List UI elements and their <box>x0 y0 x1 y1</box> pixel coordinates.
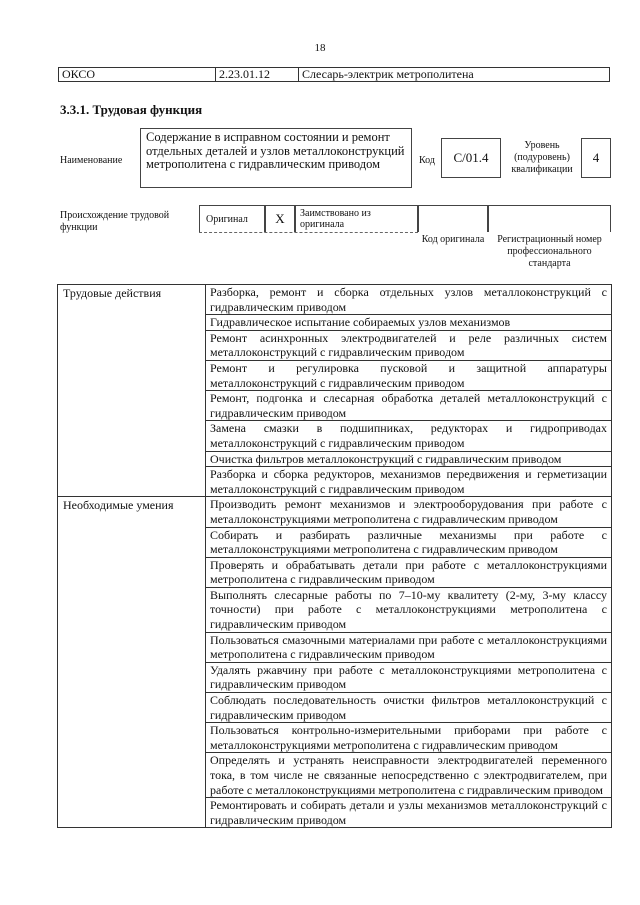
origin-original-mark: X <box>265 205 295 232</box>
labor-actions-list <box>206 285 612 497</box>
list-item: Разборка, ремонт и сборка отдельных узлов металлоконструкций с гидравлическим приводом <box>206 285 611 315</box>
required-skills-list <box>206 497 612 828</box>
list-item: Пользоваться контрольно-измерительными приборами при работе с металлоконструкциями метрополитена с гидравлическим приводом <box>206 723 611 753</box>
labor-actions-label: Трудовые действия <box>58 285 206 497</box>
labor-actions-row <box>58 285 612 497</box>
code-original-label: Код оригинала <box>421 234 485 245</box>
list-item: Ремонтировать и собирать детали и узлы механизмов металлоконструкций с гидравлическим приводом <box>210 798 607 827</box>
okso-table <box>58 67 610 82</box>
list-item: Разборка и сборка редукторов, механизмов передвижения и герметизации металлоконструкций с гидравлическим приводом <box>210 467 607 496</box>
function-name-value: Содержание в исправном состоянии и ремонт отдельных деталей и узлов металлоконструкций метрополитена с гидравлическим приводом <box>140 128 412 188</box>
origin-borrowed-label: Заимствовано из оригинала <box>295 205 418 232</box>
reg-number-label: Регистрационный номер профессионального стандарта <box>497 234 602 269</box>
qualification-level-label: Уровень (подуровень) квалификации <box>511 140 573 175</box>
code-label: Код <box>419 155 435 166</box>
list-item: Очистка фильтров металлоконструкций с гидравлическим приводом <box>206 452 611 468</box>
name-label: Наименование <box>60 155 123 166</box>
origin-divider <box>199 232 418 233</box>
list-item: Замена смазки в подшипниках, редукторах и гидроприводах металлоконструкций с гидравлическим приводом <box>206 421 611 451</box>
origin-label: Происхождение трудовой функции <box>60 210 170 233</box>
list-item: Удалять ржавчину при работе с металлоконструкциями метрополитена с гидравлическим приводом <box>206 663 611 693</box>
list-item: Соблюдать последовательность очистки фильтров металлоконструкций с гидравлическим приводом <box>206 693 611 723</box>
list-item: Ремонт и регулировка пусковой и защитной аппаратуры металлоконструкций с гидравлическим приводом <box>206 361 611 391</box>
required-skills-row <box>58 497 612 828</box>
list-item: Определять и устранять неисправности электродвигателей переменного тока, в том числе не связанные непосредственно с электродвигателем, при работе с металлоконструкциями метрополитена с гидравлическим приводом <box>206 753 611 798</box>
list-item: Пользоваться смазочными материалами при работе с металлоконструкциями метрополитена с гидравлическим приводом <box>206 633 611 663</box>
qualification-level-value: 4 <box>581 138 611 178</box>
origin-code-cell <box>418 205 488 232</box>
required-skills-label: Необходимые умения <box>58 497 206 828</box>
okso-title: Слесарь-электрик метрополитена <box>299 68 610 82</box>
origin-reg-cell <box>488 205 611 232</box>
list-item: Собирать и разбирать различные механизмы при работе с металлоконструкциями метрополитена с гидравлическим приводом <box>206 528 611 558</box>
okso-code: 2.23.01.12 <box>216 68 299 82</box>
list-item: Выполнять слесарные работы по 7–10-му квалитету (2-му, 3-му классу точности) при работе с металлоконструкциями метрополитена с гидравлическим приводом <box>206 588 611 633</box>
okso-label: ОКСО <box>59 68 216 82</box>
list-item: Гидравлическое испытание собираемых узлов механизмов <box>206 315 611 331</box>
function-code-value: C/01.4 <box>441 138 501 178</box>
list-item: Ремонт, подгонка и слесарная обработка деталей металлоконструкций с гидравлическим приводом <box>206 391 611 421</box>
requirements-table <box>57 284 612 828</box>
page-number: 18 <box>314 42 326 54</box>
list-item: Проверять и обрабатывать детали при работе с металлоконструкциями метрополитена с гидравлическим приводом <box>206 558 611 588</box>
list-item: Производить ремонт механизмов и электрооборудования при работе с металлоконструкциями метрополитена с гидравлическим приводом <box>206 497 611 527</box>
section-title: 3.3.1. Трудовая функция <box>60 102 203 117</box>
origin-original-label: Оригинал <box>199 205 265 232</box>
list-item: Ремонт асинхронных электродвигателей и реле различных систем металлоконструкций с гидравлическим приводом <box>206 331 611 361</box>
